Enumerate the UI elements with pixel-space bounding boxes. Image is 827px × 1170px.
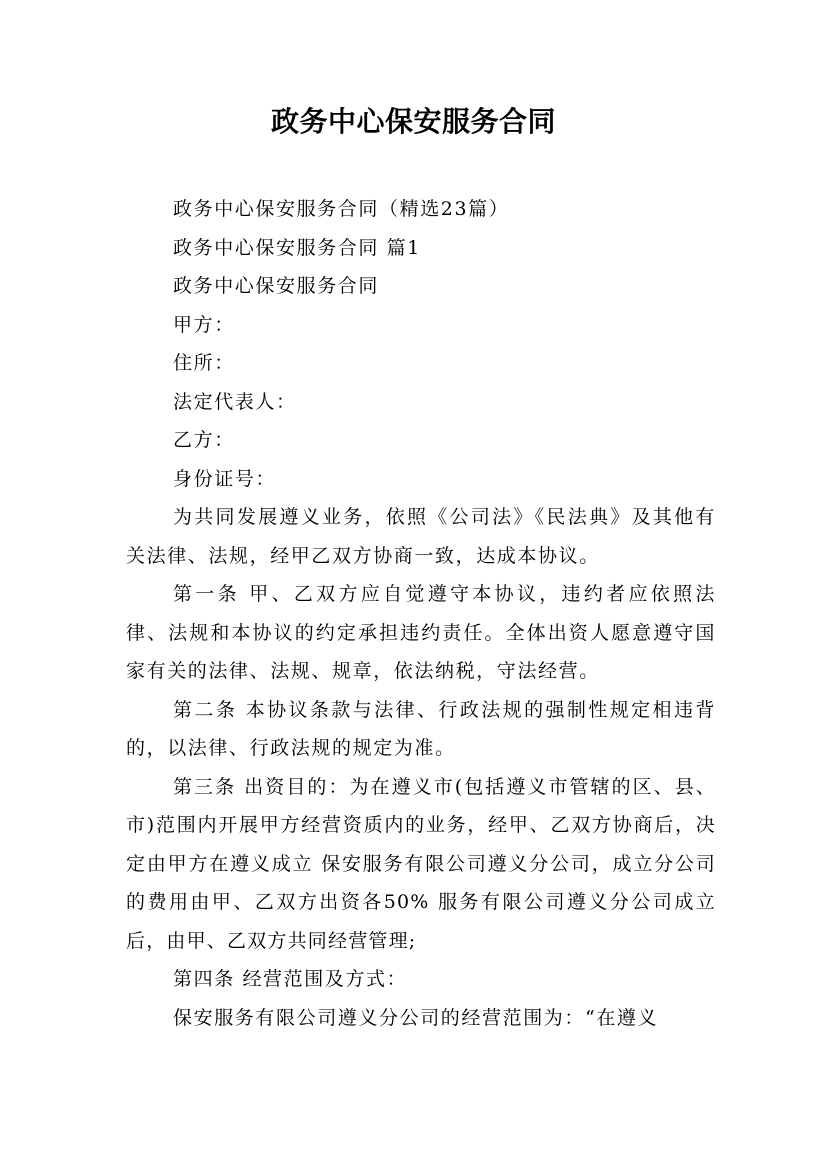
paragraph-article-4: 第四条 经营范围及方式： <box>173 968 408 990</box>
paragraph-article-1: 第一条 甲、乙双方应自觉遵守本协议，违约者应依照法律、法规和本协议的约定承担违约责任。全体出资人愿意遵守国家有关的法律、法规、规章，依法纳税，守法经营。 <box>126 583 716 682</box>
paragraph-collection-heading: 政务中心保安服务合同（精选23篇） <box>173 198 510 220</box>
paragraph-party-b: 乙方： <box>173 429 235 451</box>
paragraph-id-number: 身份证号： <box>173 467 277 490</box>
document-title: 政务中心保安服务合同 <box>270 105 556 138</box>
paragraph-contract-name: 政务中心保安服务合同 <box>173 275 380 297</box>
paragraph-business-scope: 保安服务有限公司遵义分公司的经营范围为：“在遵义 <box>173 1006 659 1029</box>
paragraph-address: 住所： <box>173 352 235 374</box>
paragraph-article-2: 第二条 本协议条款与法律、行政法规的强制性规定相违背的，以法律、行政法规的规定为准。 <box>126 698 716 759</box>
paragraph-article-3: 第三条 出资目的：为在遵义市(包括遵义市管辖的区、县、市)范围内开展甲方经营资质内的业务，经甲、乙双方协商后，决定由甲方在遵义成立 保安服务有限公司遵义分公司，成立分公司的费用由甲、乙双方出资各50% 服务有限公司遵义分公司成立后，由甲、乙双方共同经营管理; <box>126 775 716 952</box>
paragraph-legal-representative: 法定代表人： <box>173 390 297 413</box>
document-body <box>126 190 716 1037</box>
paragraph-party-a: 甲方： <box>173 313 235 336</box>
paragraph-article-heading: 政务中心保安服务合同 篇1 <box>173 236 421 259</box>
paragraph-preamble: 为共同发展遵义业务，依照《公司法》《民法典》及其他有关法律、法规，经甲乙双方协商一致，达成本协议。 <box>126 506 716 567</box>
